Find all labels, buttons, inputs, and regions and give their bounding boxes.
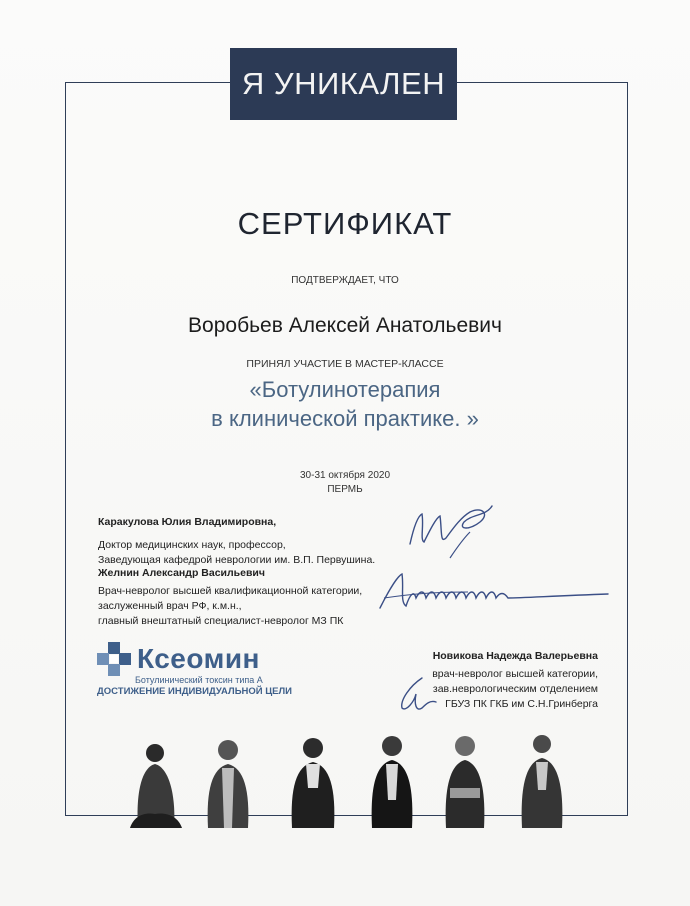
event-info [0, 469, 690, 497]
banner [230, 48, 457, 120]
certificate-title: СЕРТИФИКАТ [237, 206, 453, 241]
signatory-name: Каракулова Юлия Владимировна, [98, 516, 277, 528]
course-title-line1: «Ботулинотерапия [249, 377, 441, 402]
event-city: ПЕРМЬ [327, 484, 363, 495]
signatory-1 [98, 515, 375, 568]
course-title-line2: в клинической практике. » [211, 406, 479, 431]
signatory-line: врач-невролог высшей категории, [432, 668, 598, 680]
logo-word: Ксеомин [137, 643, 260, 674]
signatory-line: ГБУЗ ПК ГКБ им С.Н.Гринберга [445, 698, 598, 710]
person-figure [522, 735, 563, 828]
cross-logo-icon [97, 642, 131, 676]
confirms-text: ПОДТВЕРЖДАЕТ, ЧТО [291, 275, 399, 286]
signatory-name: Желнин Александр Васильевич [98, 567, 265, 579]
participation-text: ПРИНЯЛ УЧАСТИЕ В МАСТЕР-КЛАССЕ [246, 358, 444, 370]
banner-text: Я УНИКАЛЕН [241, 66, 446, 101]
event-date: 30-31 октября 2020 [299, 470, 390, 481]
recipient-name: Воробьев Алексей Анатольевич [188, 314, 502, 337]
people-photo [120, 728, 580, 828]
signature-3 [392, 672, 442, 717]
signatory-line: заслуженный врач РФ, к.м.н., [98, 600, 242, 612]
signatory-line: главный внештатный специалист-невролог МЗ ПК [98, 615, 344, 627]
person-figure [372, 736, 413, 828]
logo-subtitle: Ботулинический токсин типа А [135, 675, 263, 685]
signature-1 [400, 496, 510, 566]
person-figure [130, 744, 182, 828]
person-figure [446, 736, 485, 828]
signatory-name: Новикова Надежда Валерьевна [432, 650, 598, 662]
course-title [0, 375, 690, 433]
xeomin-logo [97, 642, 292, 697]
person-figure [208, 740, 249, 828]
person-figure [292, 738, 335, 828]
logo-tagline: ДОСТИЖЕНИЕ ИНДИВИДУАЛЬНОЙ ЦЕЛИ [97, 686, 293, 697]
signatory-line: Врач-невролог высшей квалификационной категории, [98, 585, 363, 597]
signatory-3 [432, 649, 598, 712]
signatory-2 [98, 566, 362, 629]
signatory-line: зав.неврологическим отделением [432, 683, 598, 695]
signatory-line: Заведующая кафедрой неврологии им. В.П. Первушина. [98, 554, 376, 566]
signature-2 [372, 568, 612, 618]
signatory-line: Доктор медицинских наук, профессор, [98, 539, 286, 551]
